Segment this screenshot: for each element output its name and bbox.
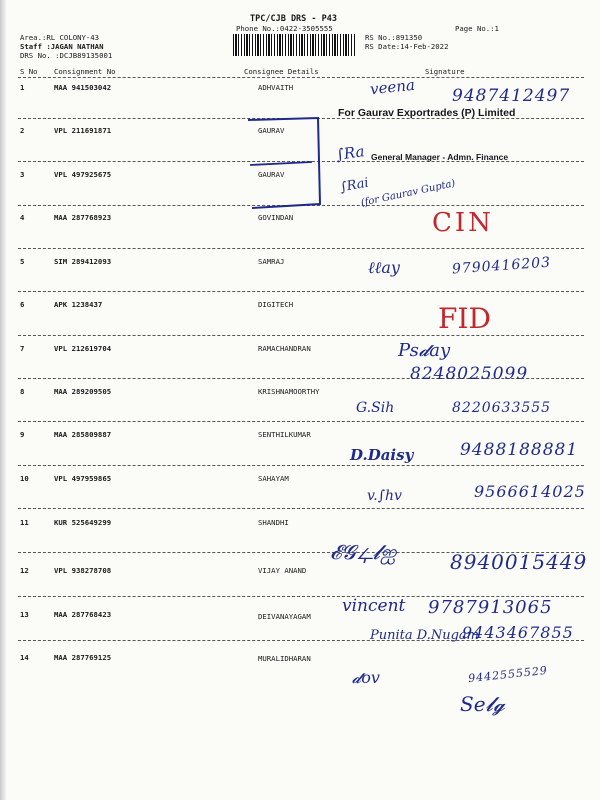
row-consignee: RAMACHANDRAN: [258, 344, 311, 353]
row-consignment: MAA 285809887: [54, 430, 112, 439]
rs-date: RS Date:14-Feb-2022: [365, 42, 449, 51]
signature-mark: G.Sih: [356, 400, 395, 416]
handwritten-mark: FID: [438, 302, 491, 335]
signature-mark: v.∫hv: [367, 488, 402, 504]
phone-handwritten: 9787913065: [428, 597, 553, 618]
row-sno: 1: [20, 83, 25, 92]
signature-mark: ∫Rai: [338, 175, 370, 196]
row-separator: [18, 248, 584, 249]
row-consignee: DIGITECH: [258, 300, 294, 309]
row-sno: 13: [20, 610, 29, 619]
row-consignment: VPL 211691871: [54, 126, 112, 135]
row-consignment: MAA 287768923: [54, 213, 112, 222]
row-sno: 7: [20, 344, 25, 353]
signature-text: veena: [369, 75, 416, 99]
row-sno: 14: [20, 653, 29, 662]
row-sno: 10: [20, 474, 29, 483]
row-consignee: MURALIDHARAN: [258, 654, 311, 663]
row-consignment: MAA 287768423: [54, 610, 112, 619]
area-label: Area.:RL COLONY-43: [20, 33, 100, 42]
row-consignment: SIM 289412093: [54, 257, 112, 266]
signature-text: Punita D.Nugam: [370, 628, 479, 643]
row-sno: 9: [20, 430, 25, 439]
page-number: Page No.:1: [455, 24, 499, 33]
handwritten-mark: CIN: [432, 208, 494, 238]
scan-shadow: [0, 0, 7, 800]
row-consignment: MAA 289209505: [54, 387, 112, 396]
row-consignee: VIJAY ANAND: [258, 566, 307, 575]
row-consignee: SAHAYAM: [258, 474, 289, 483]
row-consignment: MAA 287769125: [54, 653, 112, 662]
row-consignee: ADHVAITH: [258, 83, 294, 92]
row-consignee: GAURAV: [258, 126, 285, 135]
phone-handwritten: 9442555529: [467, 663, 549, 686]
row-consignment: VPL 938278708: [54, 566, 112, 575]
row-consignment: APK 1238437: [54, 300, 103, 309]
col-header-consignee: Consignee Details: [244, 67, 319, 76]
signature-mark: vincent: [342, 596, 406, 616]
signature-mark: Se𝓵𝓰: [460, 692, 505, 716]
rs-number: RS No.:891350: [365, 33, 423, 42]
row-sno: 2: [20, 126, 25, 135]
signature-mark: Ps𝓭ay: [398, 340, 451, 361]
phone-handwritten: 8248025099: [410, 364, 529, 384]
designation-stamp: General Manager - Admn. Finance: [371, 152, 509, 162]
phone-handwritten: 9443467855: [462, 623, 574, 642]
row-sno: 11: [20, 518, 29, 527]
row-consignee: GOVINDAN: [258, 213, 294, 222]
col-header-signature: Signature: [425, 67, 465, 76]
row-sno: 5: [20, 257, 25, 266]
row-sno: 3: [20, 170, 25, 179]
row-separator: [18, 508, 584, 509]
phone-handwritten: 8940015449: [450, 550, 588, 574]
row-consignee: SAMRAJ: [258, 257, 285, 266]
document-title: TPC/CJB DRS - P43: [250, 14, 337, 24]
phone-handwritten: 9487412497: [452, 86, 571, 106]
company-stamp: For Gaurav Exportrades (P) Limited: [338, 107, 516, 119]
signature-mark: ∫Ra: [334, 142, 366, 164]
signature-note: (for Gaurav Gupta): [359, 178, 457, 209]
row-separator: [18, 421, 584, 422]
phone-handwritten: 8220633555: [452, 400, 552, 416]
drs-number: DRS No. :DCJB89135001: [20, 51, 113, 60]
row-sno: 6: [20, 300, 25, 309]
bracket-mark: [230, 110, 330, 220]
phone-number: Phone No.:0422-3505555: [236, 24, 333, 33]
row-separator: [18, 291, 584, 292]
row-consignee: SHANDHI: [258, 518, 289, 527]
row-sno: 12: [20, 566, 29, 575]
row-sno: 4: [20, 213, 25, 222]
row-consignment: VPL 497959865: [54, 474, 112, 483]
row-consignee: KRISHNAMOORTHY: [258, 387, 320, 396]
signature-mark: 𝓭ov: [352, 668, 380, 687]
row-consignment: VPL 212619704: [54, 344, 112, 353]
row-consignment: KUR 525649299: [54, 518, 112, 527]
phone-handwritten: 9566614025: [474, 482, 586, 501]
col-header-sno: S No: [20, 67, 38, 76]
signature-text: D.Daisy: [350, 446, 414, 464]
signature-mark: ℓℓay: [368, 258, 400, 277]
row-consignment: MAA 941503042: [54, 83, 112, 92]
row-consignment: VPL 497925675: [54, 170, 112, 179]
staff-label: Staff :JAGAN NATHAN: [20, 42, 104, 51]
phone-handwritten: 9488188881: [460, 440, 579, 460]
row-sno: 8: [20, 387, 25, 396]
signature-mark: 𝓔𝓖ഺ𝓵ஐ: [330, 540, 397, 564]
row-consignee: SENTHILKUMAR: [258, 430, 311, 439]
row-consignee: DEIVANAYAGAM: [258, 612, 311, 621]
row-separator: [18, 465, 584, 466]
row-separator: [18, 335, 584, 336]
phone-handwritten: 9790416203: [451, 254, 552, 278]
barcode: [233, 34, 355, 56]
row-consignee: GAURAV: [258, 170, 285, 179]
header-separator: [18, 77, 584, 78]
col-header-consignment: Consignment No: [54, 67, 116, 76]
